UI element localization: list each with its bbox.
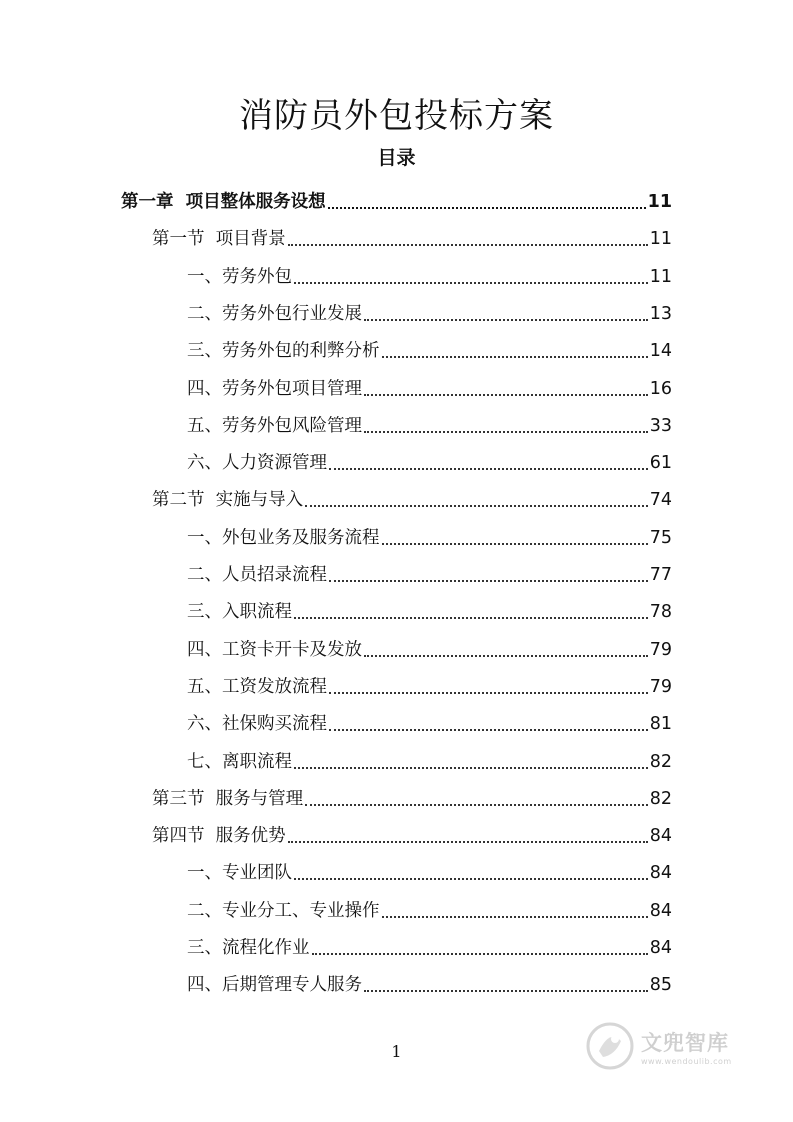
toc-dot-leader xyxy=(294,767,648,769)
toc-entry-label: 三、流程化作业 xyxy=(187,938,310,958)
toc-entry[interactable] xyxy=(187,698,672,735)
toc-entry-page: 85 xyxy=(649,975,672,996)
toc-entry-page: 84 xyxy=(649,938,672,958)
toc-entry-page: 14 xyxy=(649,341,672,362)
toc-entry-page: 84 xyxy=(649,826,672,847)
toc-entry-page: 11 xyxy=(647,192,672,212)
toc-dot-leader xyxy=(329,692,648,694)
toc-entry-page: 79 xyxy=(649,676,672,697)
toc-entry-label: 五、工资发放流程 xyxy=(187,676,327,697)
toc-entry-page: 82 xyxy=(649,751,672,772)
toc-dot-leader xyxy=(329,580,648,582)
toc-entry-label: 二、劳务外包行业发展 xyxy=(187,303,362,324)
toc-entry-label: 七、离职流程 xyxy=(187,751,292,772)
toc-dot-leader xyxy=(382,356,648,358)
toc-entry-page: 78 xyxy=(649,602,672,623)
toc-entry[interactable] xyxy=(187,437,672,474)
toc-dot-leader xyxy=(288,244,648,246)
watermark-url: www.wendoulib.com xyxy=(641,1056,732,1066)
toc-entry-page: 61 xyxy=(649,453,672,474)
toc-entry[interactable] xyxy=(152,810,672,847)
toc-entry-label: 三、劳务外包的利弊分析 xyxy=(187,341,380,362)
toc-entry[interactable] xyxy=(187,400,672,437)
toc-entry-label: 一、专业团队 xyxy=(187,863,292,884)
watermark-brand: 文兜智库 xyxy=(641,1030,729,1055)
toc-entry-page: 13 xyxy=(649,303,672,324)
toc-entry-page: 11 xyxy=(649,229,672,250)
toc-entry-page: 84 xyxy=(649,900,672,921)
toc-entry-label: 第一节 项目背景 xyxy=(152,229,286,250)
toc-entry-label: 二、专业分工、专业操作 xyxy=(187,900,380,921)
toc-entry[interactable] xyxy=(121,176,672,213)
toc-dot-leader xyxy=(305,804,648,806)
toc-entry-label: 一、劳务外包 xyxy=(187,266,292,287)
toc-dot-leader xyxy=(364,655,648,657)
toc-entry-label: 六、人力资源管理 xyxy=(187,453,327,474)
toc-entry[interactable] xyxy=(187,959,672,996)
toc-dot-leader xyxy=(364,394,648,396)
toc-entry[interactable] xyxy=(187,586,672,623)
toc-entry-label: 六、社保购买流程 xyxy=(187,714,327,735)
toc-entry-label: 一、外包业务及服务流程 xyxy=(187,527,380,548)
toc-entry-page: 16 xyxy=(649,378,672,399)
toc-entry[interactable] xyxy=(187,885,672,922)
toc-dot-leader xyxy=(382,916,648,918)
toc-entry[interactable] xyxy=(187,325,672,362)
toc-entry-page: 82 xyxy=(649,788,672,809)
toc-entry-page: 11 xyxy=(649,266,672,287)
toc-dot-leader xyxy=(364,431,648,433)
toc-entry[interactable] xyxy=(152,474,672,511)
toc-dot-leader xyxy=(329,729,648,731)
toc-entry-label: 第三节 服务与管理 xyxy=(152,788,304,809)
toc-dot-leader xyxy=(305,505,648,507)
toc-entry-label: 四、工资卡开卡及发放 xyxy=(187,639,362,660)
toc-dot-leader xyxy=(294,617,648,619)
toc-dot-leader xyxy=(294,878,648,880)
toc-entry-label: 第一章 项目整体服务设想 xyxy=(121,192,326,212)
document-title: 消防员外包投标方案 xyxy=(239,96,554,136)
toc-entry[interactable] xyxy=(152,773,672,810)
toc-entry-label: 三、入职流程 xyxy=(187,602,292,623)
toc-entry[interactable] xyxy=(187,363,672,400)
toc-entry[interactable] xyxy=(152,213,672,250)
toc-dot-leader xyxy=(312,953,648,955)
toc-entry-page: 75 xyxy=(649,527,672,548)
toc-entry-label: 第二节 实施与导入 xyxy=(152,490,304,511)
watermark-logo-icon xyxy=(585,1021,635,1071)
toc-entry-label: 四、劳务外包项目管理 xyxy=(187,378,362,399)
toc-entry[interactable] xyxy=(187,736,672,773)
toc-entry-page: 79 xyxy=(649,639,672,660)
toc-entry-label: 第四节 服务优势 xyxy=(152,826,286,847)
toc-entry-page: 84 xyxy=(649,863,672,884)
toc-entry-label: 四、后期管理专人服务 xyxy=(187,975,362,996)
toc-dot-leader xyxy=(294,282,648,284)
toc-dot-leader xyxy=(329,468,648,470)
toc-entry-page: 33 xyxy=(649,415,672,436)
watermark xyxy=(585,1018,755,1074)
toc-entry-page: 81 xyxy=(649,714,672,735)
toc-dot-leader xyxy=(364,990,648,992)
toc-entry[interactable] xyxy=(187,549,672,586)
toc-entry-page: 74 xyxy=(649,490,672,511)
toc-entry[interactable] xyxy=(187,922,672,959)
toc-entry[interactable] xyxy=(187,847,672,884)
toc-entry[interactable] xyxy=(187,512,672,549)
toc-entry-label: 二、人员招录流程 xyxy=(187,565,327,585)
toc-dot-leader xyxy=(288,841,648,843)
toc-entry-page: 77 xyxy=(649,565,672,585)
toc-dot-leader xyxy=(364,319,648,321)
toc-entry[interactable] xyxy=(187,624,672,661)
toc-heading: 目录 xyxy=(377,147,416,169)
toc-dot-leader xyxy=(328,207,646,209)
toc-entry[interactable] xyxy=(187,661,672,698)
toc-dot-leader xyxy=(382,543,648,545)
toc-entry-label: 五、劳务外包风险管理 xyxy=(187,415,362,436)
page-number: 1 xyxy=(391,1042,402,1061)
toc-entry[interactable] xyxy=(187,251,672,288)
toc-entry[interactable] xyxy=(187,288,672,325)
